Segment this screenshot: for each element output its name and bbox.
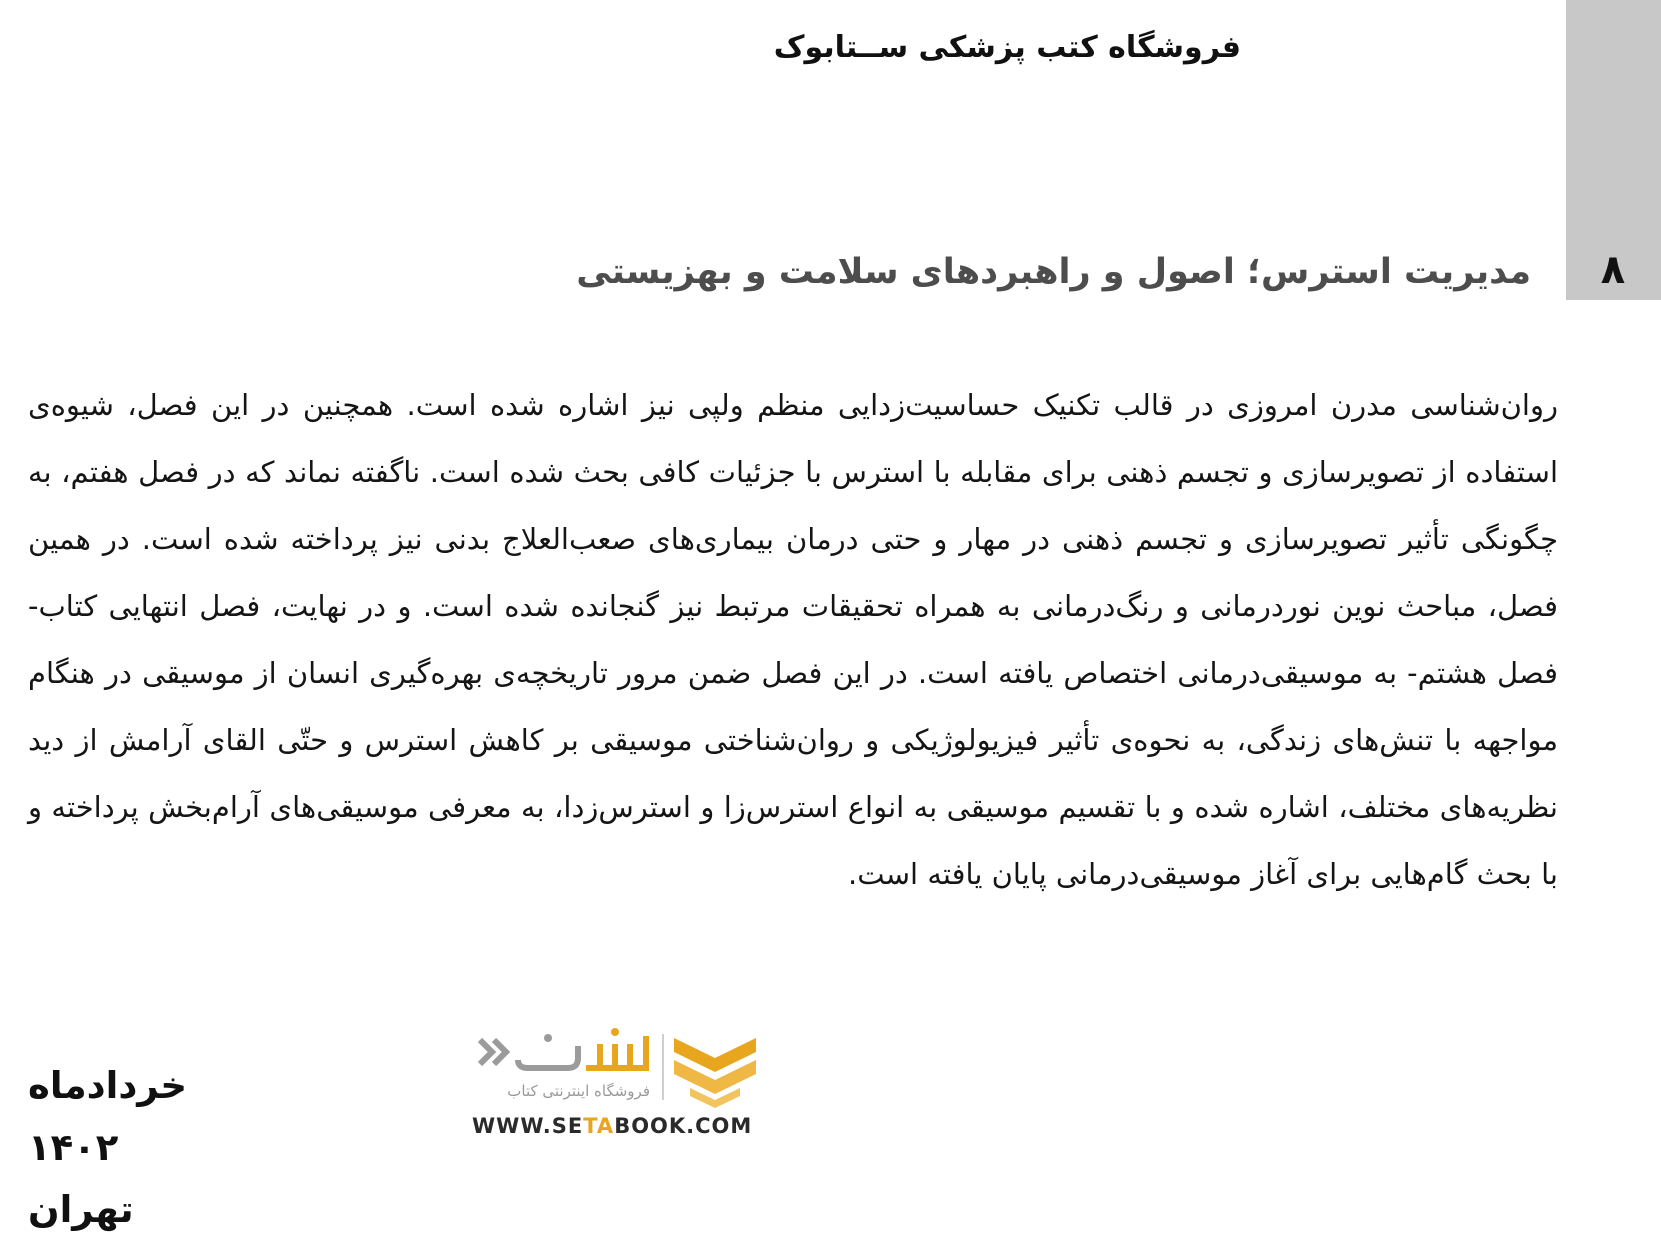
logo-divider — [662, 1034, 664, 1100]
page-number: ۸ — [1600, 247, 1626, 293]
setabook-logo — [470, 1020, 770, 1150]
logo-tagline: فروشگاه اینترنتی کتاب — [507, 1082, 650, 1100]
chevron-stack-icon — [670, 1028, 760, 1108]
logo-url: WWW.SETABOOK.COM — [472, 1114, 753, 1138]
body-paragraph: روان‌شناسی مدرن امروزی در قالب تکنیک حساسیت‌زدایی منظم ولپی نیز اشاره شده است. همچنین در این فصل، شیوه‌ی استفاده از تصویرسازی و تجسم ذهنی برای مقابله با استرس با جزئیات کافی بحث شده است. ناگفته نماند که در فصل هفتم، به چگونگی تأثیر تصویرسازی و تجسم ذهنی در مهار و حتی درمان بیماری‌های صعب‌العلاج بدنی نیز پرداخته شده است. در همین فصل، مباحث نوین نوردرمانی و رنگ‌درمانی به همراه تحقیقات مرتبط نیز گنجانده شده است. و در نهایت، فصل انتهایی کتاب- فصل هشتم- به موسیقی‌درمانی اختصاص یافته است. در این فصل ضمن مرور تاریخچه‌ی بهره‌گیری انسان از موسیقی در هنگام مواجهه با تنش‌های زندگی، به نحوه‌ی تأثیر فیزیولوژیکی و روان‌شناختی موسیقی بر کاهش استرس و حتّی القای آرامش از دید نظریه‌های مختلف، اشاره شده و با تقسیم موسیقی به انواع استرس‌زا و استرس‌زدا، به معرفی موسیقی‌های آرام‌بخش پرداخته و با بحث گام‌هایی برای آغاز موسیقی‌درمانی پایان یافته است. — [28, 388, 1558, 891]
store-header: فروشگاه کتب پزشکی ســتابوک — [773, 30, 1241, 65]
chapter-title: مدیریت استرس؛ اصول و راهبردهای سلامت و بهزیستی — [576, 252, 1531, 292]
imprint-city: تهران — [28, 1188, 134, 1231]
imprint-date: خردادماه ۱۴۰۲ — [28, 1064, 187, 1169]
setabook-wordmark-logo — [470, 1022, 656, 1082]
imprint — [28, 1055, 288, 1241]
